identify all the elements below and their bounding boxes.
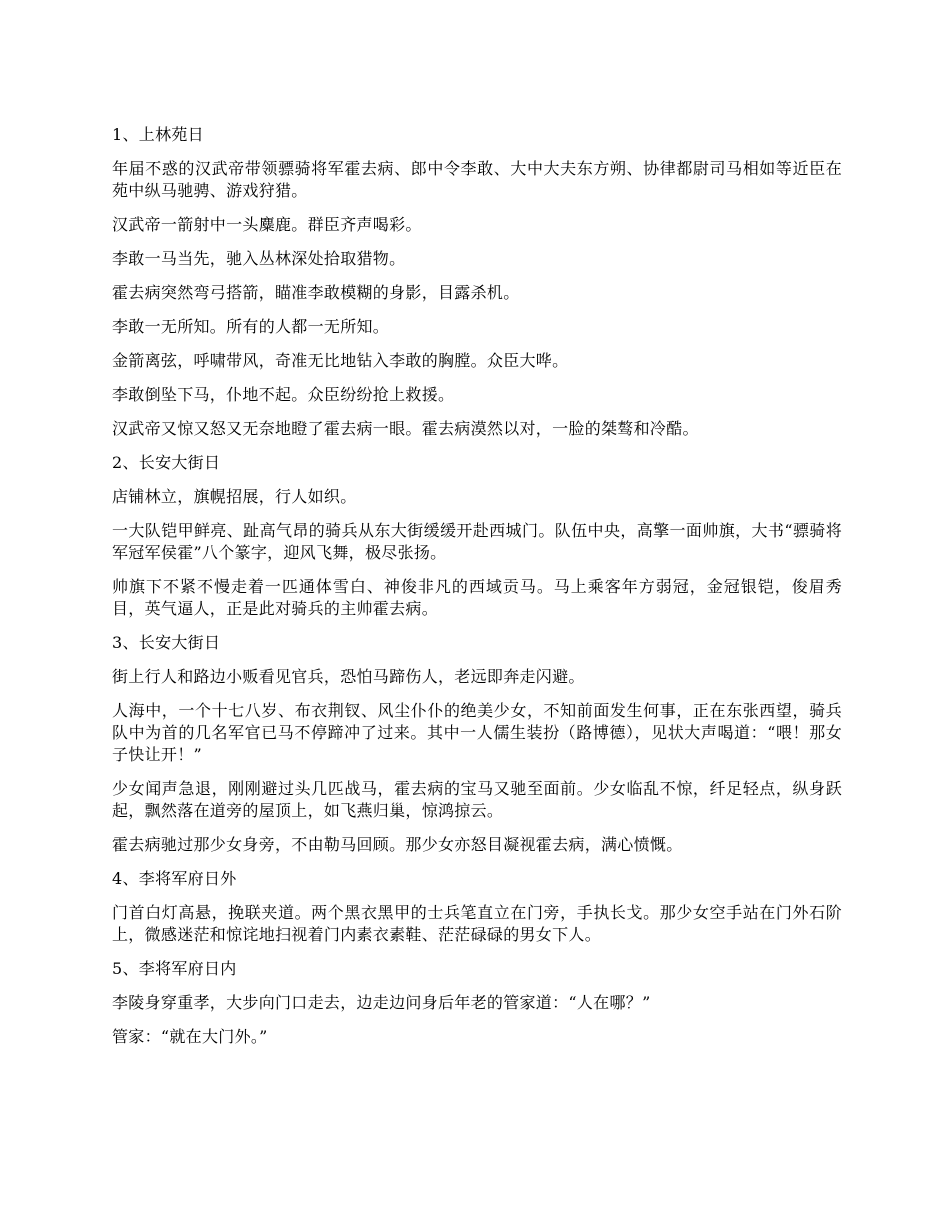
- paragraph: 少女闻声急退，刚刚避过头几匹战马，霍去病的宝马又驰至面前。少女临乱不惊，纤足轻点，纵身跃起，飘然落在道旁的屋顶上，如飞燕归巢，惊鸿掠云。: [112, 779, 842, 820]
- paragraph: 门首白灯高悬，挽联夹道。两个黑衣黑甲的士兵笔直立在门旁，手执长戈。那少女空手站在门外石阶上，微感迷茫和惊诧地扫视着门内素衣素鞋、茫茫碌碌的男女下人。: [112, 903, 842, 944]
- scene-heading-3: 3、长安大街日: [112, 633, 221, 652]
- paragraph: 帅旗下不紧不慢走着一匹通体雪白、神俊非凡的西域贡马。马上乘客年方弱冠，金冠银铠，俊眉秀目，英气逼人，正是此对骑兵的主帅霍去病。: [112, 577, 842, 618]
- paragraph: 一大队铠甲鲜亮、趾高气昂的骑兵从东大街缓缓开赴西城门。队伍中央，高擎一面帅旗，大书“骠骑将军冠军侯霍”八个篆字，迎风飞舞，极尽张扬。: [112, 521, 842, 562]
- paragraph: 店铺林立，旗幌招展，行人如织。: [112, 487, 357, 506]
- paragraph: 年届不惑的汉武帝带领骠骑将军霍去病、郎中令李敢、大中大夫东方朔、协律都尉司马相如等近臣在苑中纵马驰骋、游戏狩猎。: [112, 159, 842, 200]
- paragraph: 金箭离弦，呼啸带风，奇准无比地钻入李敢的胸膛。众臣大哗。: [112, 351, 569, 370]
- paragraph: 李敢倒坠下马，仆地不起。众臣纷纷抢上救援。: [112, 385, 455, 404]
- paragraph: 霍去病突然弯弓搭箭，瞄准李敢模糊的身影，目露杀机。: [112, 283, 520, 302]
- scene-heading-5: 5、李将军府日内: [112, 959, 237, 978]
- paragraph: 汉武帝又惊又怒又无奈地瞪了霍去病一眼。霍去病漠然以对，一脸的桀骜和冷酷。: [112, 419, 699, 438]
- paragraph: 霍去病驰过那少女身旁，不由勒马回顾。那少女亦怒目凝视霍去病，满心愤慨。: [112, 835, 683, 854]
- scene-heading-4: 4、李将军府日外: [112, 869, 237, 888]
- paragraph: 街上行人和路边小贩看见官兵，恐怕马蹄伤人，老远即奔走闪避。: [112, 667, 585, 686]
- scene-heading-1: 1、上林苑日: [112, 125, 204, 144]
- paragraph: 李敢一马当先，驰入丛林深处拾取猎物。: [112, 249, 406, 268]
- paragraph: 李陵身穿重孝，大步向门口走去，边走边问身后年老的管家道：“人在哪？”: [112, 993, 651, 1012]
- scene-heading-2: 2、长安大街日: [112, 453, 221, 472]
- paragraph: 李敢一无所知。所有的人都一无所知。: [112, 317, 390, 336]
- paragraph: 管家：“就在大门外。”: [112, 1027, 268, 1046]
- paragraph: 人海中，一个十七八岁、布衣荆钗、风尘仆仆的绝美少女，不知前面发生何事，正在东张西望，骑兵队中为首的几名军官已马不停蹄冲了过来。其中一人儒生装扮（路博德），见状大声喝道：“喂！那女子快让开！”: [112, 701, 842, 764]
- paragraph: 汉武帝一箭射中一头麋鹿。群臣齐声喝彩。: [112, 215, 422, 234]
- document-body: [112, 124, 842, 1060]
